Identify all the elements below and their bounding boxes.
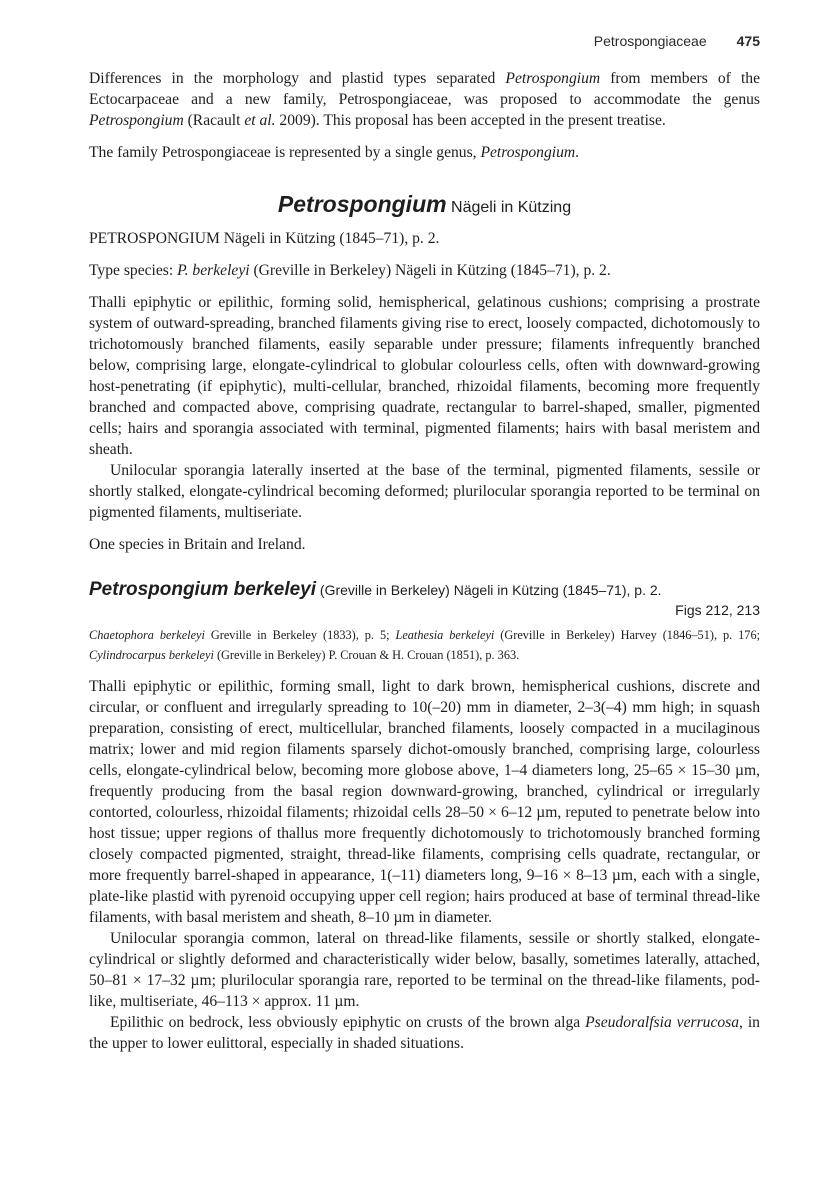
intro-paragraph: Differences in the morphology and plastid types separated Petrospongium from members of the Ectocarpaceae and a new family, Petrospongiaceae, was proposed to accommodate the genus Petrospongium (Racault et al. 2009). This proposal has been accepted in the present treatise. <box>89 70 760 129</box>
genus-citation: PETROSPONGIUM Nägeli in Kützing (1845–71), p. 2. <box>89 230 440 247</box>
running-title: Petrospongiaceae <box>593 33 707 49</box>
species-count: One species in Britain and Ireland. <box>89 536 306 553</box>
species-heading <box>89 579 760 601</box>
species-description: Thalli epiphytic or epilithic, forming small, light to dark brown, hemispherical cushions, discrete and circular, or confluent and irregularly spreading to 10(–20) mm in diameter, 2–3(–4) mm high; in squash preparation, consisting of erect, multicellular, branched filaments, loosely compacted in a mucilaginous matrix; lower and mid region filaments sparsely dichot-omously branched, comprising large, colourless cells, elongate-cylindrical below, becoming more globose above, 1–4 diameters long, 25–65 × 15–30 µm, frequently producing from the basal region downward-growing, branched, cylindrical or irregularly contorted, colourless, rhizoidal filaments; rhizoidal cells 28–50 × 6–12 µm, reputed to penetrate below into host tissue; upper regions of thallus more frequently dichotomously to trichotomously branched forming closely compacted pigmented, straight, thread-like filaments, comprising cells quadrate, rectangular, or more frequently barrel-shaped in appearance, 1(–11) diameters long, 9–16 × 8–13 µm, each with a single, plate-like plastid with pyrenoid occupying upper cell region; hairs produced at base of terminal thread-like filaments, with basal meristem and sheath, 8–10 µm in diameter. <box>89 678 760 926</box>
running-header <box>594 33 760 49</box>
species-habitat: Epilithic on bedrock, less obviously epiphytic on crusts of the brown alga Pseudoralfsia verrucosa, in the upper to lower eulittoral, especially in shaded situations. <box>89 1014 760 1052</box>
species-authority: (Greville in Berkeley) Nägeli in Kützing (1845–71), p. 2. <box>316 582 662 598</box>
genus-name: Petrospongium <box>277 191 447 217</box>
family-genus-paragraph: The family Petrospongiaceae is represented by a single genus, Petrospongium. <box>89 144 580 161</box>
species-sporangia-description: Unilocular sporangia common, lateral on thread-like filaments, sessile or shortly stalked, elongate-cylindrical or slightly deformed and characteristically wider below, basally, sometimes laterally, attached, 50–81 × 17–32 µm; plurilocular sporangia rare, reported to be terminal on the thread-like filaments, pod-like, multiseriate, 46–113 × approx. 11 µm. <box>89 930 760 1010</box>
genus-description: Thalli epiphytic or epilithic, forming solid, hemispherical, gelatinous cushions; comprising a prostrate system of outward-spreading, branched filaments giving rise to erect, loosely compacted, dichotomously to trichotomously branched filaments, easily separable under pressure; filaments infrequently branched below, comprising large, elongate-cylindrical to globular colourless cells, often with downward-growing host-penetrating (if epiphytic), multi-cellular, branched, rhizoidal filaments, becoming more frequently branched and compacted above, comprising quadrate, rectangular to barrel-shaped, smaller, pigmented cells; hairs and sporangia associated with terminal, pigmented filaments; hairs with basal meristem and sheath. <box>89 294 760 458</box>
genus-sporangia-description: Unilocular sporangia laterally inserted at the base of the terminal, pigmented filaments, sessile or shortly stalked, elongate-cylindrical becoming deformed; plurilocular sporangia reported to be terminal on pigmented filaments, multiseriate. <box>89 462 760 521</box>
species-name: Petrospongium berkeleyi <box>89 579 317 600</box>
genus-authority: Nägeli in Kützing <box>446 199 572 216</box>
genus-heading <box>89 191 760 218</box>
synonyms: Chaetophora berkeleyi Greville in Berkeley (1833), p. 5; Leathesia berkeleyi (Greville in Berkeley) Harvey (1846–51), p. 176; Cylindrocarpus berkeleyi (Greville in Berkeley) P. Crouan & H. Crouan (1851), p. 363. <box>89 628 761 662</box>
type-species: Type species: P. berkeleyi (Greville in Berkeley) Nägeli in Kützing (1845–71), p. 2. <box>89 262 611 279</box>
page-number: 475 <box>736 33 760 49</box>
page-content <box>89 68 760 1054</box>
figure-reference: Figs 212, 213 <box>675 602 760 618</box>
